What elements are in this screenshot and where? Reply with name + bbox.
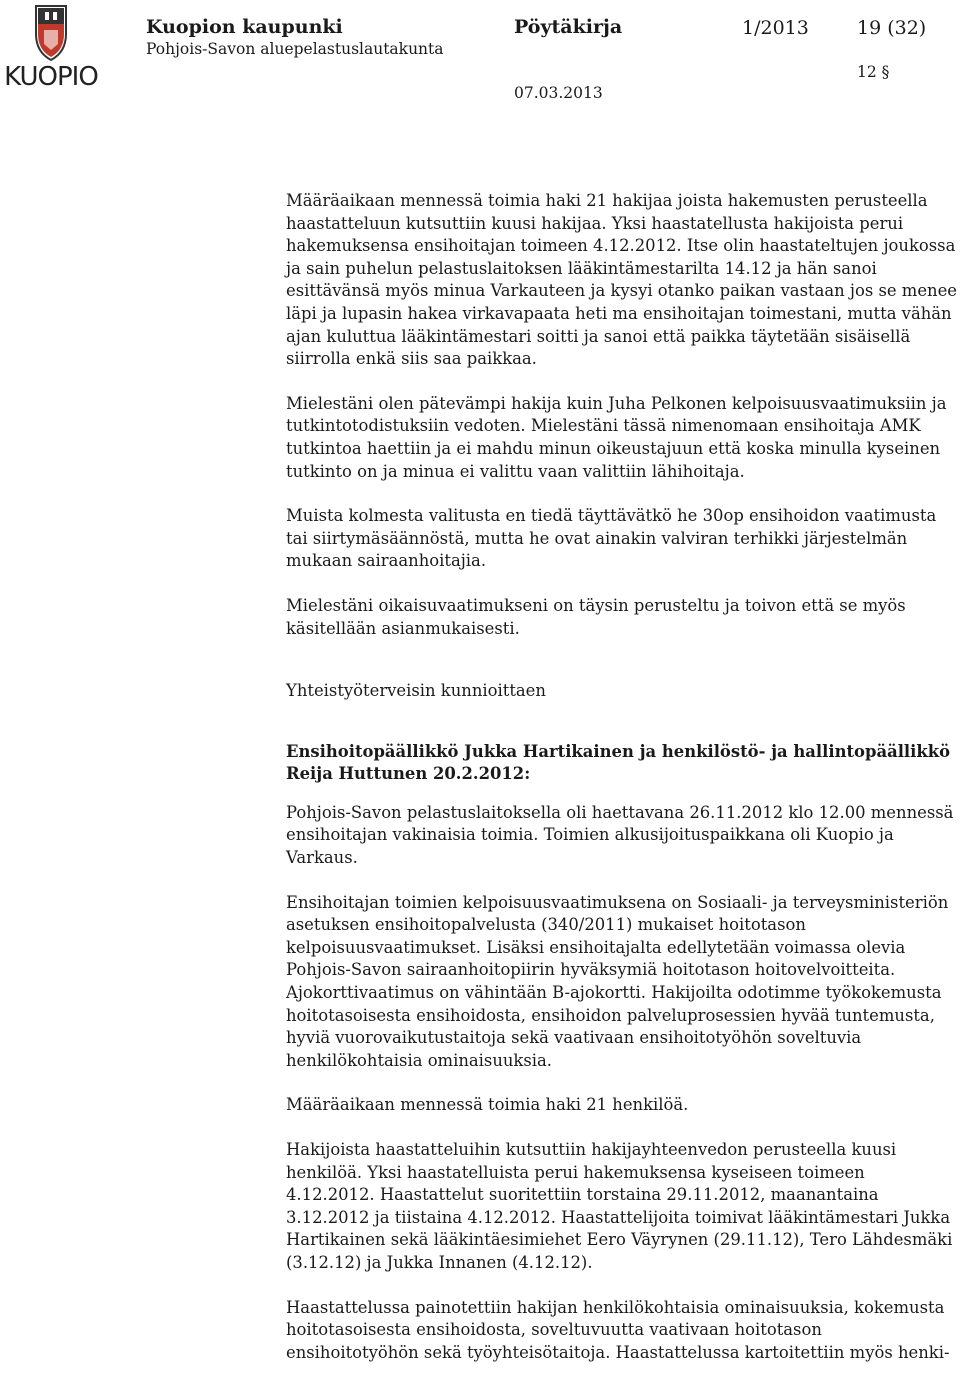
- page-number: 19 (32): [857, 17, 927, 39]
- logo-wordmark: KUOPIO: [4, 62, 98, 92]
- paragraph: Mielestäni oikaisuvaatimukseni on täysin perusteltu ja toivon että se myös käsitellään asianmukaisesti.: [286, 595, 906, 638]
- closing-greeting: Yhteistyöterveisin kunnioittaen: [286, 681, 546, 701]
- section-number: 12 §: [857, 63, 890, 81]
- meeting-date: 07.03.2013: [514, 84, 603, 102]
- paragraph: Mielestäni olen pätevämpi hakija kuin Juha Pelkonen kelpoisuusvaatimuksiin ja tutkintotodistuksiin vedoten. Mielestäni tässä nimenomaan ensihoitaja AMK tutkintoa haettiin ja ei mahdu minun oikeustajuun että koska minulla kyseinen tutkinto on ja minua ei valittu vaan valittiin lähihoitaja.: [286, 393, 947, 481]
- doc-number: 1/2013: [742, 17, 809, 39]
- org-name: Kuopion kaupunki: [146, 16, 343, 38]
- paragraph: Haastattelussa painotettiin hakijan henkilökohtaisia ominaisuuksia, kokemusta hoitotasoisesta ensihoidosta, soveltuvuutta vaativaan hoitotason ensihoitotyöhön sekä työyhteisötaitoja. Haastattelussa kartoitettiin myös henki-: [286, 1297, 950, 1362]
- paragraph: Määräaikaan mennessä toimia haki 21 hakijaa joista hakemusten perusteella haastatteluun kutsuttiin kuusi hakijaa. Yksi haastatellusta hakijoista perui hakemuksensa ensihoitajan toimeen 4.12.2012. Itse olin haastateltujen joukossa ja sain puhelun pelastuslaitoksen lääkintämestarilta 14.12 ja hän sanoi esittävänsä myös minua Varkauteen ja kysyi otanko paikan vastaan jos se menee läpi ja lupasin hakea virkavapaata heti ma ensihoitajan toimestani, mutta vähän ajan kuluttua lääkintämestari soitti ja sanoi että paikka täytetään sisäisellä siirrolla enkä siis saa paikkaa.: [286, 191, 957, 369]
- paragraph: Hakijoista haastatteluihin kutsuttiin hakijayhteenvedon perusteella kuusi henkilöä. Yksi haastatelluista perui hakemuksensa kyseiseen toimeen 4.12.2012. Haastattelut suoritettiin torstaina 29.11.2012, maanantaina 3.12.2012 ja tiistaina 4.12.2012. Haastattelijoita toimivat lääkintämestari Jukka Hartikainen sekä lääkintäesimiehet Eero Väyrynen (29.11.12), Tero Lähdesmäki (3.12.12) ja Jukka Innanen (4.12.12).: [286, 1140, 953, 1272]
- paragraph: Ensihoitajan toimien kelpoisuusvaatimuksena on Sosiaali- ja terveysministeriön asetuksen ensihoitopalvelusta (340/2011) mukaiset hoitotason kelpoisuusvaatimukset. Lisäksi ensihoitajalta edellytetään voimassa olevia Pohjois-Savon sairaanhoitopiirin hyväksymiä hoitotason hoitovelvoitteita. Ajokorttivaatimus on vähintään B-ajokortti. Hakijoilta odotimme työkokemusta hoitotasoisesta ensihoidosta, ensihoidon palveluprosessien hyvää tuntemusta, hyviä vuorovaikutustaitoja sekä vaativaan ensihoitotyöhön soveltuvia henkilökohtaisia ominaisuuksia.: [286, 892, 949, 1070]
- board-name: Pohjois-Savon aluepelastuslautakunta: [146, 40, 444, 58]
- document-body: [286, 190, 958, 1386]
- section-heading: Ensihoitopäällikkö Jukka Hartikainen ja henkilöstö- ja hallintopäällikkö Reija Huttunen 20.2.2012:: [286, 741, 951, 784]
- paragraph: Muista kolmesta valitusta en tiedä täyttävätkö he 30op ensihoidon vaatimusta tai siirtymäsäännöstä, mutta he ovat ainakin valviran terhikki järjestelmän mukaan sairaanhoitajia.: [286, 506, 937, 571]
- paragraph: Määräaikaan mennessä toimia haki 21 henkilöä.: [286, 1095, 689, 1115]
- paragraph: Pohjois-Savon pelastuslaitoksella oli haettavana 26.11.2012 klo 12.00 mennessä ensihoitajan vakinaisia toimia. Toimien alkusijoituspaikkana oli Kuopio ja Varkaus.: [286, 802, 954, 868]
- doc-type: Pöytäkirja: [514, 16, 623, 38]
